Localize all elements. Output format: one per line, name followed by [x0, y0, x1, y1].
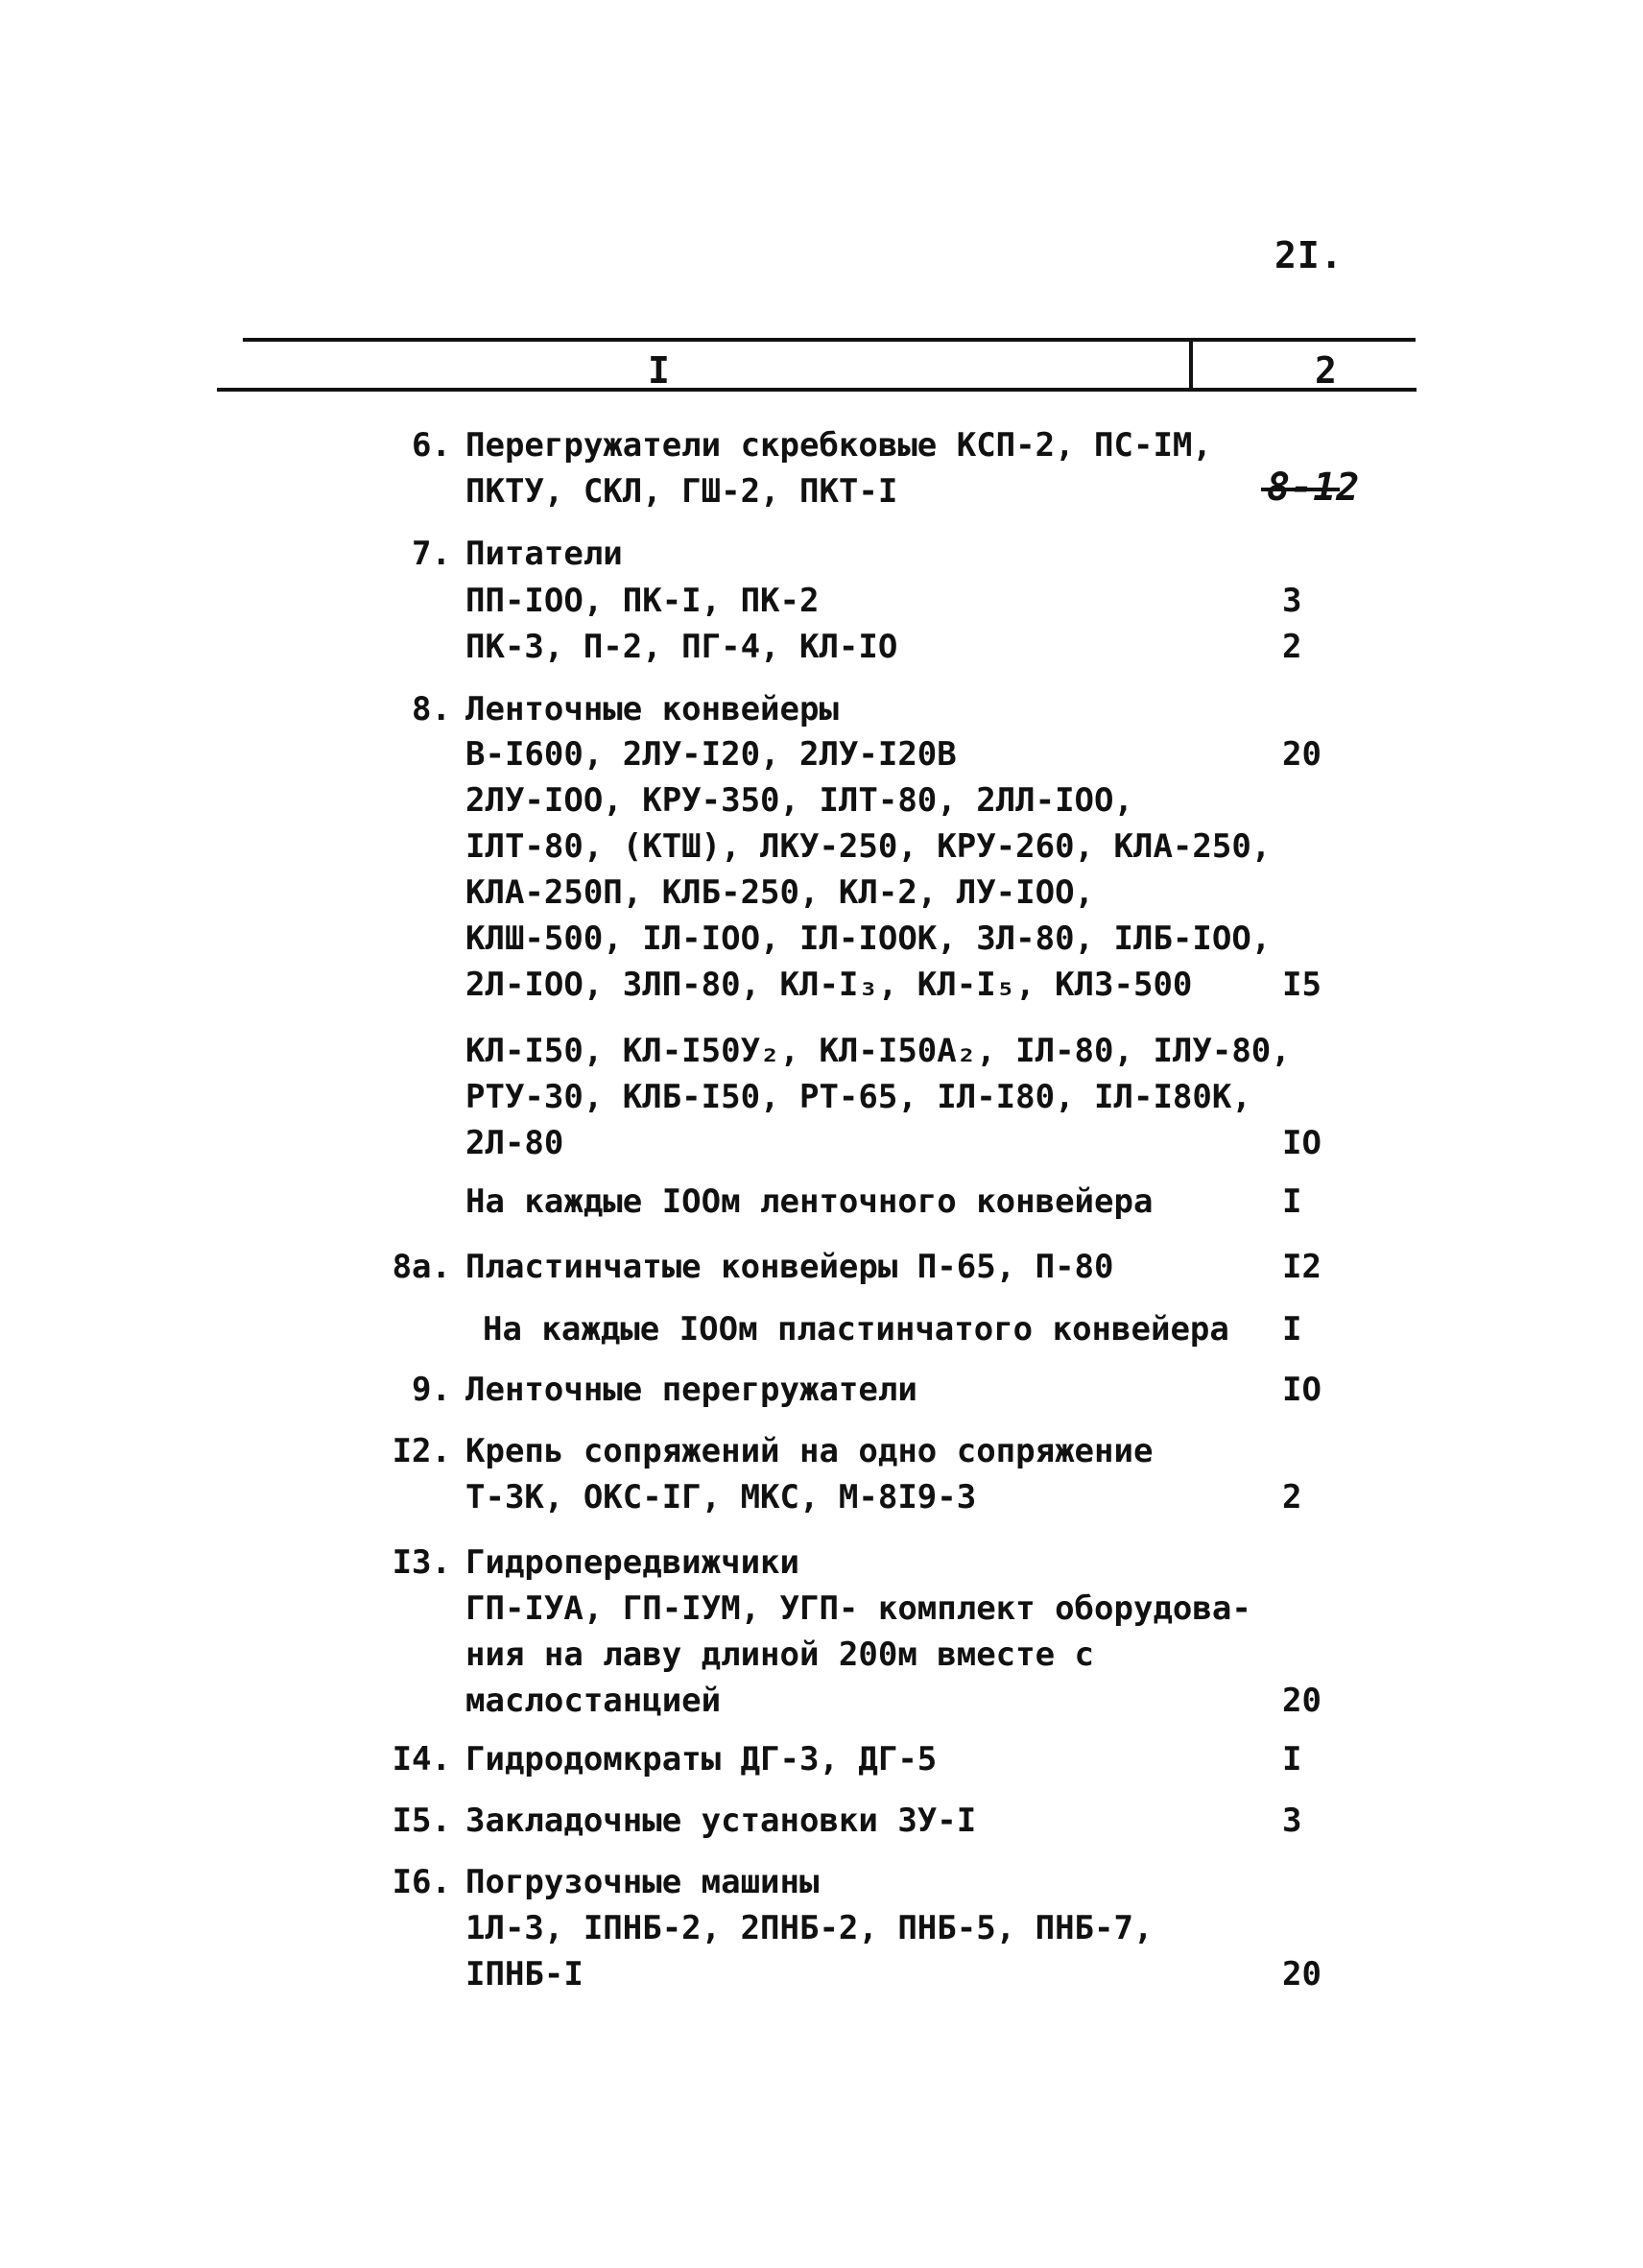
description-line: РТУ-30, КЛБ-I50, РТ-65, IЛ-I80, IЛ-I80К,: [465, 1078, 1251, 1116]
item-quantity: 3: [1282, 1802, 1302, 1840]
column-header-2: 2: [1315, 349, 1337, 392]
item-quantity: 20: [1282, 1682, 1322, 1720]
item-number: 6.: [412, 426, 451, 465]
description-line: ПП-IОО, ПК-I, ПК-2: [465, 582, 820, 620]
item-number: 9.: [412, 1371, 451, 1409]
item-quantity: I5: [1282, 966, 1322, 1004]
item-quantity: 2: [1282, 1478, 1302, 1516]
item-description: [465, 422, 1212, 514]
item-number: I6.: [392, 1863, 451, 1901]
description-line: Ленточные перегружатели: [465, 1371, 917, 1409]
header-rule-bottom: [217, 388, 1417, 392]
description-line: Ленточные конвейеры: [465, 690, 839, 728]
description-line: В-I600, 2ЛУ-I20, 2ЛУ-I20В: [465, 735, 957, 774]
description-line: Гидродомкраты ДГ-3, ДГ-5: [465, 1740, 938, 1779]
item-quantity: IО: [1282, 1371, 1322, 1409]
description-line: Пластинчатые конвейеры П-65, П-80: [465, 1248, 1114, 1286]
description-line: ГП-IУА, ГП-IУМ, УГП- комплект оборудова-: [465, 1589, 1251, 1628]
item-quantity: I: [1282, 1310, 1302, 1349]
description-line: КЛА-250П, КЛБ-250, КЛ-2, ЛУ-IОО,: [465, 873, 1095, 912]
item-description: [465, 1367, 917, 1413]
item-number: 8а.: [392, 1248, 451, 1286]
item-quantity: 20: [1282, 1955, 1322, 1993]
header-column-divider: [1189, 340, 1193, 388]
description-line: На каждые IООм пластинчатого конвейера: [483, 1310, 1229, 1349]
page-number: 2I.: [1274, 234, 1344, 276]
description-line: На каждые IООм ленточного конвейера: [465, 1182, 1154, 1221]
item-description: [465, 686, 839, 732]
description-line: КЛ-I50, КЛ-I50У₂, КЛ-I50А₂, IЛ-80, IЛУ-80,: [465, 1032, 1291, 1070]
item-number: I2.: [392, 1432, 451, 1470]
item-description: [465, 731, 1271, 1008]
item-number: I4.: [392, 1740, 451, 1779]
item-description: [465, 624, 897, 670]
item-quantity: 20: [1282, 735, 1322, 774]
item-number: 7.: [412, 535, 451, 573]
description-line: 1Л-3, IПНБ-2, 2ПНБ-2, ПНБ-5, ПНБ-7,: [465, 1909, 1154, 1947]
description-line: Перегружатели скребковые КСП-2, ПС-IМ,: [465, 426, 1212, 465]
description-line: 2Л-IОО, 3ЛП-80, КЛ-I₃, КЛ-I₅, КЛЗ-500: [465, 966, 1193, 1004]
item-description: [465, 1428, 1153, 1520]
item-quantity: I: [1282, 1182, 1302, 1221]
item-description: [465, 1244, 1114, 1290]
description-line: КЛШ-500, IЛ-IОО, IЛ-IООК, 3Л-80, IЛБ-IОО,: [465, 919, 1272, 958]
item-description: [465, 578, 819, 624]
item-number: 8.: [412, 690, 451, 728]
description-line: IПНБ-I: [465, 1955, 583, 1993]
item-quantity: IО: [1282, 1124, 1322, 1162]
description-line: 2ЛУ-IОО, КРУ-350, IЛТ-80, 2ЛЛ-IОО,: [465, 781, 1133, 820]
description-line: Питатели: [465, 535, 623, 573]
description-line: 2Л-80: [465, 1124, 564, 1162]
description-line: Т-3К, ОКС-IГ, МКС, М-8I9-3: [465, 1478, 977, 1516]
item-description: [465, 1540, 1251, 1724]
item-quantity: I: [1282, 1740, 1302, 1779]
description-line: ПК-3, П-2, ПГ-4, КЛ-IО: [465, 628, 898, 666]
item-quantity: 2: [1282, 628, 1302, 666]
item-quantity: 3: [1282, 582, 1302, 620]
item-description: [465, 1798, 976, 1844]
column-header-1: I: [648, 349, 670, 392]
item-description: [465, 1859, 1153, 1997]
item-quantity: 8-12: [1267, 466, 1360, 510]
item-description: [465, 1028, 1291, 1166]
header-rule-top: [243, 338, 1416, 342]
item-description: [465, 531, 623, 577]
description-line: ПКТУ, СКЛ, ГШ-2, ПКТ-I: [465, 472, 898, 511]
item-number: I5.: [392, 1802, 451, 1840]
description-line: Погрузочные машины: [465, 1863, 820, 1901]
description-line: Закладочные установки ЗУ-I: [465, 1802, 977, 1840]
item-description: [465, 1736, 937, 1782]
description-line: Крепь сопряжений на одно сопряжение: [465, 1432, 1154, 1470]
item-description: [465, 1179, 1153, 1225]
item-number: I3.: [392, 1543, 451, 1582]
item-quantity: I2: [1282, 1248, 1322, 1286]
description-line: ния на лаву длиной 200м вместе с: [465, 1635, 1095, 1674]
description-line: Гидропередвижчики: [465, 1543, 799, 1582]
item-description: [483, 1306, 1229, 1352]
description-line: маслостанцией: [465, 1682, 722, 1720]
description-line: IЛТ-80, (КТШ), ЛКУ-250, КРУ-260, КЛА-250,: [465, 827, 1272, 866]
